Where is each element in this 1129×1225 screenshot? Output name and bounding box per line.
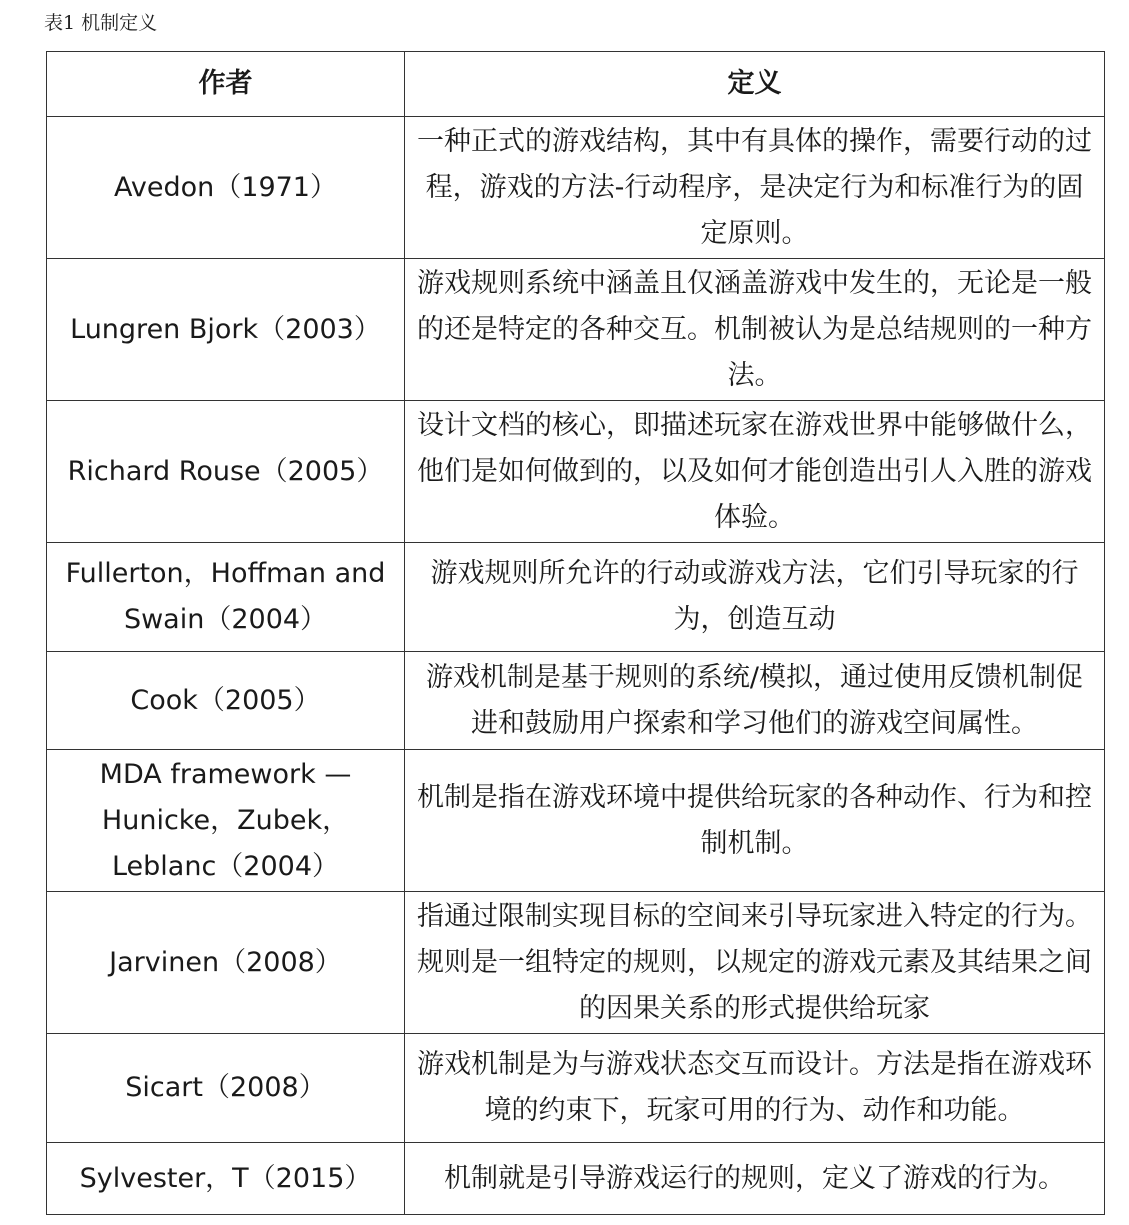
definition-cell: 游戏规则系统中涵盖且仅涵盖游戏中发生的，无论是一般的还是特定的各种交互。机制被认为是总结规则的一种方法。: [405, 259, 1105, 401]
definition-cell: 游戏规则所允许的行动或游戏方法，它们引导玩家的行为，创造互动: [405, 543, 1105, 652]
table-row: [47, 750, 1105, 892]
header-author: 作者: [47, 52, 405, 117]
table-row: [47, 1034, 1105, 1143]
table-row: [47, 1143, 1105, 1215]
table-row: [47, 892, 1105, 1034]
definition-cell: 机制是指在游戏环境中提供给玩家的各种动作、行为和控制机制。: [405, 750, 1105, 892]
author-cell: Cook（2005）: [47, 652, 405, 750]
table-row: [47, 401, 1105, 543]
table-row: [47, 117, 1105, 259]
author-cell: Lungren Bjork（2003）: [47, 259, 405, 401]
author-cell: Sicart（2008）: [47, 1034, 405, 1143]
definition-cell: 指通过限制实现目标的空间来引导玩家进入特定的行为。规则是一组特定的规则，以规定的游戏元素及其结果之间的因果关系的形式提供给玩家: [405, 892, 1105, 1034]
table-caption: 表1 机制定义: [44, 12, 158, 34]
table-row: [47, 652, 1105, 750]
author-cell: Sylvester，T（2015）: [47, 1143, 405, 1215]
author-cell: MDA framework — Hunicke，Zubek，Leblanc（2004）: [47, 750, 405, 892]
definition-cell: 一种正式的游戏结构，其中有具体的操作，需要行动的过程，游戏的方法-行动程序，是决定行为和标准行为的固定原则。: [405, 117, 1105, 259]
definition-cell: 设计文档的核心，即描述玩家在游戏世界中能够做什么，他们是如何做到的，以及如何才能创造出引人入胜的游戏体验。: [405, 401, 1105, 543]
definition-cell: 游戏机制是为与游戏状态交互而设计。方法是指在游戏环境的约束下，玩家可用的行为、动作和功能。: [405, 1034, 1105, 1143]
definition-cell: 游戏机制是基于规则的系统/模拟，通过使用反馈机制促进和鼓励用户探索和学习他们的游戏空间属性。: [405, 652, 1105, 750]
author-cell: Fullerton，Hoffman and Swain（2004）: [47, 543, 405, 652]
table-row: [47, 259, 1105, 401]
author-cell: Avedon（1971）: [47, 117, 405, 259]
header-definition: 定义: [405, 52, 1105, 117]
definition-cell: 机制就是引导游戏运行的规则，定义了游戏的行为。: [405, 1143, 1105, 1215]
mechanics-definition-table: [46, 51, 1105, 1215]
table-row: [47, 543, 1105, 652]
table-header-row: [47, 52, 1105, 117]
author-cell: Richard Rouse（2005）: [47, 401, 405, 543]
author-cell: Jarvinen（2008）: [47, 892, 405, 1034]
